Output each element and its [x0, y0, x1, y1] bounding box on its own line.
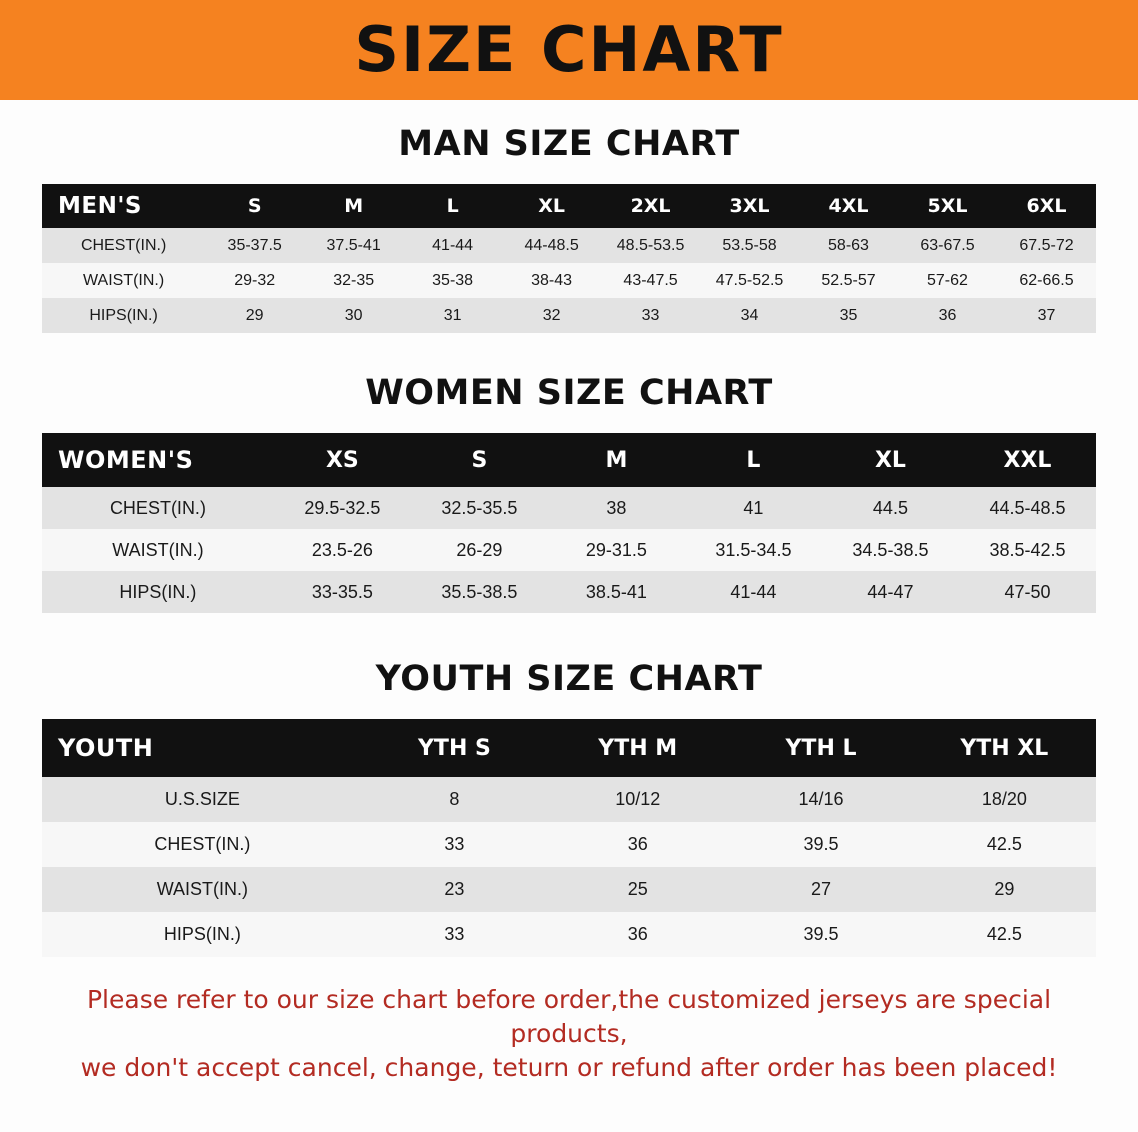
- man-row-1-cell-0: 29-32: [234, 271, 276, 289]
- policy-note-line-2: we don't accept cancel, change, teturn or refund after order has been placed!: [80, 1052, 1058, 1082]
- man-row-2-cell-4: 33: [641, 306, 660, 324]
- women-row-0-cell-4: 44.5: [872, 497, 908, 518]
- women-row-0-label: CHEST(IN.): [109, 497, 206, 518]
- women-row-2-cell-5: 47-50: [1004, 581, 1051, 602]
- women-row-1-cell-4: 34.5-38.5: [852, 539, 929, 560]
- women-row-2-cell-2: 38.5-41: [585, 581, 647, 602]
- women-row-1-cell-1: 26-29: [456, 539, 503, 560]
- man-header-cell-7: 4XL: [828, 195, 869, 217]
- man-row-2-cell-8: 37: [1037, 306, 1056, 324]
- man-row-1-cell-5: 47.5-52.5: [715, 271, 784, 289]
- youth-row-2-cell-2: 27: [811, 879, 832, 899]
- youth-row-1-cell-3: 42.5: [986, 834, 1022, 854]
- youth-row-3-cell-3: 42.5: [986, 924, 1022, 944]
- man-row-1-cell-7: 57-62: [927, 271, 968, 289]
- women-header-cell-3: M: [605, 447, 628, 473]
- man-row-0-cell-8: 67.5-72: [1019, 236, 1074, 254]
- women-size-table: [42, 433, 1096, 613]
- youth-header-cell-4: YTH XL: [960, 735, 1049, 761]
- youth-row-0-label: U.S.SIZE: [164, 789, 240, 809]
- man-row-2-label: HIPS(IN.): [89, 306, 158, 324]
- women-row-1-label: WAIST(IN.): [112, 539, 204, 560]
- youth-row-3-cell-1: 36: [627, 924, 648, 944]
- youth-row-0-cell-3: 18/20: [981, 789, 1027, 809]
- man-row-2-cell-2: 31: [443, 306, 462, 324]
- women-row-2-label: HIPS(IN.): [119, 581, 197, 602]
- youth-row-0-cell-0: 8: [449, 789, 460, 809]
- youth-row-1-cell-2: 39.5: [803, 834, 839, 854]
- youth-row-0-cell-2: 14/16: [798, 789, 844, 809]
- man-header-cell-5: 2XL: [630, 195, 671, 217]
- youth-header-cell-0: YOUTH: [58, 734, 154, 762]
- women-header-cell-1: XS: [325, 447, 359, 473]
- youth-header-cell-1: YTH S: [418, 735, 491, 761]
- table-row: [42, 867, 1096, 912]
- youth-section-title: YOUTH SIZE CHART: [375, 659, 763, 699]
- youth-header-cell-2: YTH M: [598, 735, 678, 761]
- man-row-1-cell-8: 62-66.5: [1019, 271, 1074, 289]
- man-row-0-cell-7: 63-67.5: [920, 236, 975, 254]
- women-row-2-cell-1: 35.5-38.5: [441, 581, 518, 602]
- man-row-0-cell-6: 58-63: [828, 236, 869, 254]
- man-header-cell-8: 5XL: [927, 195, 968, 217]
- youth-row-3-cell-2: 39.5: [803, 924, 839, 944]
- man-header-cell-6: 3XL: [729, 195, 770, 217]
- women-row-0-cell-1: 32.5-35.5: [441, 497, 518, 518]
- table-row: [42, 571, 1096, 613]
- man-row-0-cell-3: 44-48.5: [524, 236, 579, 254]
- man-row-0-label: CHEST(IN.): [80, 236, 167, 254]
- man-row-2-cell-0: 29: [245, 306, 264, 324]
- man-row-1-cell-1: 32-35: [333, 271, 375, 289]
- man-row-0-cell-1: 37.5-41: [326, 236, 381, 254]
- man-row-1-label: WAIST(IN.): [83, 271, 165, 289]
- women-section-title: WOMEN SIZE CHART: [365, 373, 773, 413]
- youth-size-table: [42, 719, 1096, 957]
- table-row: [42, 228, 1096, 263]
- table-row: [42, 263, 1096, 298]
- man-row-1-cell-2: 35-38: [432, 271, 474, 289]
- man-row-2-cell-5: 34: [740, 306, 759, 324]
- man-row-0-cell-4: 48.5-53.5: [616, 236, 685, 254]
- women-header-cell-5: XL: [874, 447, 906, 473]
- page-title: SIZE CHART: [354, 13, 784, 86]
- man-header-cell-3: L: [446, 195, 459, 217]
- banner: [0, 0, 1138, 100]
- man-row-1-cell-3: 38-43: [531, 271, 573, 289]
- women-row-0-cell-3: 41: [743, 497, 764, 518]
- man-row-2-cell-7: 36: [938, 306, 957, 324]
- youth-row-0-cell-1: 10/12: [615, 789, 661, 809]
- women-row-1-cell-0: 23.5-26: [311, 539, 373, 560]
- women-table-header-row: [42, 433, 1096, 487]
- women-row-2-cell-0: 33-35.5: [311, 581, 373, 602]
- man-header-cell-4: XL: [538, 195, 565, 217]
- women-row-0-cell-5: 44.5-48.5: [989, 497, 1066, 518]
- table-row: [42, 487, 1096, 529]
- policy-note: [40, 983, 1098, 1084]
- youth-table-header-row: [42, 719, 1096, 777]
- women-table-wrap: [0, 433, 1138, 613]
- youth-row-1-cell-1: 36: [627, 834, 648, 854]
- youth-row-2-cell-0: 23: [444, 879, 465, 899]
- man-row-0-cell-2: 41-44: [432, 236, 474, 254]
- man-row-0-cell-5: 53.5-58: [722, 236, 777, 254]
- policy-note-line-1: Please refer to our size chart before order,the customized jerseys are special products,: [86, 985, 1052, 1048]
- man-size-table: [42, 184, 1096, 333]
- youth-table-wrap: [0, 719, 1138, 957]
- women-row-2-cell-4: 44-47: [867, 581, 914, 602]
- man-row-2-cell-1: 30: [344, 306, 363, 324]
- women-header-cell-2: S: [471, 447, 488, 473]
- youth-row-3-label: HIPS(IN.): [163, 924, 241, 944]
- man-row-1-cell-4: 43-47.5: [623, 271, 678, 289]
- man-table-wrap: [0, 184, 1138, 333]
- table-row: [42, 912, 1096, 957]
- women-row-0-cell-2: 38: [606, 497, 627, 518]
- table-row: [42, 822, 1096, 867]
- man-header-cell-0: MEN'S: [58, 193, 142, 219]
- youth-row-1-label: CHEST(IN.): [154, 834, 251, 854]
- youth-header-cell-3: YTH L: [785, 735, 857, 761]
- youth-row-2-label: WAIST(IN.): [156, 879, 249, 899]
- women-header-cell-6: XXL: [1003, 447, 1052, 473]
- women-header-cell-4: L: [746, 447, 761, 473]
- man-header-cell-1: S: [247, 195, 262, 217]
- women-row-0-cell-0: 29.5-32.5: [304, 497, 381, 518]
- man-row-2-cell-6: 35: [839, 306, 858, 324]
- youth-row-1-cell-0: 33: [444, 834, 465, 854]
- women-header-cell-0: WOMEN'S: [58, 446, 194, 474]
- man-row-2-cell-3: 32: [542, 306, 561, 324]
- man-row-0-cell-0: 35-37.5: [227, 236, 282, 254]
- table-row: [42, 298, 1096, 333]
- man-table-header-row: [42, 184, 1096, 228]
- man-header-cell-2: M: [344, 195, 364, 217]
- women-row-1-cell-2: 29-31.5: [585, 539, 647, 560]
- youth-row-2-cell-1: 25: [627, 879, 648, 899]
- man-section-title: MAN SIZE CHART: [398, 124, 740, 164]
- women-row-1-cell-5: 38.5-42.5: [989, 539, 1066, 560]
- women-row-1-cell-3: 31.5-34.5: [715, 539, 792, 560]
- women-row-2-cell-3: 41-44: [730, 581, 777, 602]
- youth-row-2-cell-3: 29: [994, 879, 1015, 899]
- table-row: [42, 777, 1096, 822]
- man-row-1-cell-6: 52.5-57: [821, 271, 876, 289]
- man-header-cell-9: 6XL: [1026, 195, 1067, 217]
- youth-row-3-cell-0: 33: [444, 924, 465, 944]
- table-row: [42, 529, 1096, 571]
